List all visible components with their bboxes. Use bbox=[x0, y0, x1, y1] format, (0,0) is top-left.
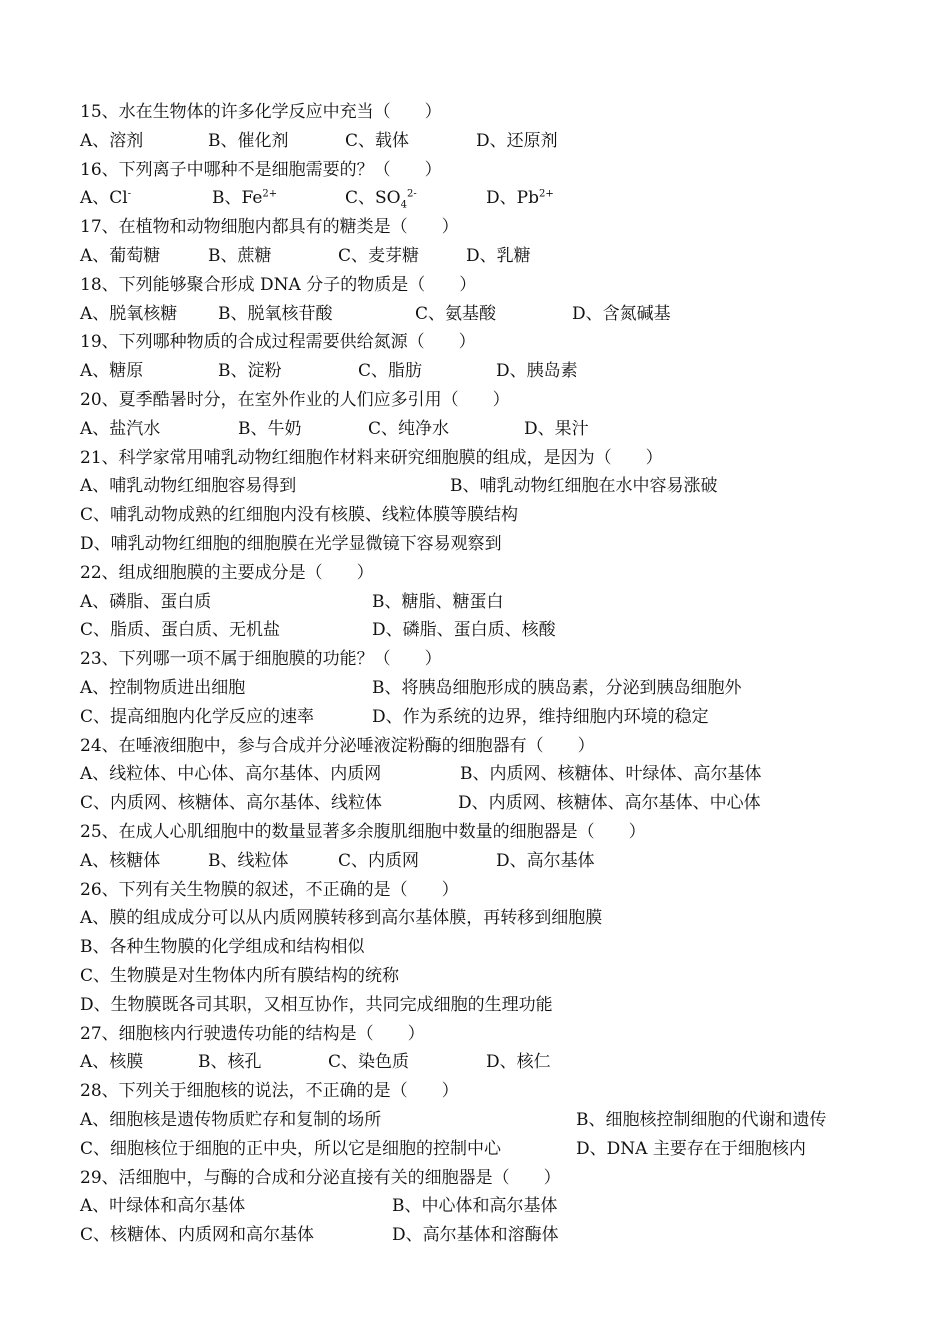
answer-option: A、核膜 bbox=[80, 1052, 144, 1073]
question-stem: 25、在成人心肌细胞中的数量显著多余腹肌细胞中数量的细胞器是（ ） bbox=[80, 822, 646, 842]
answer-option: D、哺乳动物红细胞的细胞膜在光学显微镜下容易观察到 bbox=[80, 534, 502, 554]
answer-option: B、将胰岛细胞形成的胰岛素，分泌到胰岛细胞外 bbox=[372, 678, 742, 698]
answer-option: D、核仁 bbox=[486, 1052, 551, 1073]
answer-option: C、内质网 bbox=[338, 850, 420, 871]
answer-option: B、淀粉 bbox=[218, 361, 282, 382]
answer-option: D、高尔基体和溶酶体 bbox=[392, 1225, 559, 1246]
answer-option: D、作为系统的边界，维持细胞内环境的稳定 bbox=[372, 706, 709, 727]
answer-option: C、$SO_4^{2-}$ bbox=[345, 188, 417, 211]
answer-option: C、内质网、核糖体、高尔基体、线粒体 bbox=[80, 793, 383, 814]
answer-option: A、脱氧核糖 bbox=[80, 303, 178, 324]
answer-option: C、脂肪 bbox=[358, 361, 423, 382]
answer-option: A、盐汽水 bbox=[80, 418, 161, 439]
answer-option: A、膜的组成成分可以从内质网膜转移到高尔基体膜，再转移到细胞膜 bbox=[80, 908, 603, 929]
answer-option: D、$Pb^{2+}$ bbox=[486, 188, 554, 209]
question-stem: 29、活细胞中，与酶的合成和分泌直接有关的细胞器是（ ） bbox=[80, 1167, 561, 1188]
answer-option: B、牛奶 bbox=[238, 418, 302, 439]
question-stem: 27、细胞核内行驶遗传功能的结构是（ ） bbox=[80, 1023, 425, 1044]
question-stem: 17、在植物和动物细胞内都具有的糖类是（ ） bbox=[80, 217, 459, 238]
answer-option: A、叶绿体和高尔基体 bbox=[80, 1196, 246, 1217]
answer-option: A、控制物质进出细胞 bbox=[80, 678, 246, 698]
answer-option: C、生物膜是对生物体内所有膜结构的统称 bbox=[80, 966, 400, 986]
answer-option: C、哺乳动物成熟的红细胞内没有核膜、线粒体膜等膜结构 bbox=[80, 505, 519, 526]
answer-option: D、含氮碱基 bbox=[572, 303, 671, 324]
answer-option: D、还原剂 bbox=[476, 130, 558, 151]
answer-option: B、糖脂、糖蛋白 bbox=[372, 591, 504, 612]
answer-option: A、细胞核是遗传物质贮存和复制的场所 bbox=[80, 1110, 382, 1130]
answer-option: B、$Fe^{2+}$ bbox=[212, 188, 278, 209]
answer-option: A、糖原 bbox=[80, 361, 144, 382]
answer-option: B、细胞核控制细胞的代谢和遗传 bbox=[576, 1110, 827, 1130]
answer-option: D、高尔基体 bbox=[496, 850, 595, 871]
question-stem: 22、组成细胞膜的主要成分是（ ） bbox=[80, 562, 374, 583]
question-stem: 18、下列能够聚合形成 DNA 分子的物质是（ ） bbox=[80, 274, 477, 295]
question-stem: 15、水在生物体的许多化学反应中充当（ ） bbox=[80, 102, 442, 122]
answer-option: B、催化剂 bbox=[208, 130, 289, 151]
answer-option: A、核糖体 bbox=[80, 850, 161, 871]
answer-option: B、蔗糖 bbox=[208, 246, 272, 266]
answer-option: D、果汁 bbox=[524, 418, 589, 439]
answer-option: A、葡萄糖 bbox=[80, 246, 161, 266]
answer-option: D、磷脂、蛋白质、核酸 bbox=[372, 620, 556, 641]
answer-option: A、磷脂、蛋白质 bbox=[80, 591, 212, 612]
answer-option: B、内质网、核糖体、叶绿体、高尔基体 bbox=[460, 764, 762, 785]
answer-option: C、提高细胞内化学反应的速率 bbox=[80, 706, 315, 727]
answer-option: B、脱氧核苷酸 bbox=[218, 303, 333, 324]
answer-option: A、哺乳动物红细胞容易得到 bbox=[80, 476, 297, 497]
answer-option: C、麦芽糖 bbox=[338, 246, 420, 266]
answer-option: C、氨基酸 bbox=[415, 303, 497, 324]
question-stem: 16、下列离子中哪种不是细胞需要的？（ ） bbox=[80, 159, 442, 180]
answer-option: B、核孔 bbox=[198, 1052, 262, 1073]
answer-option: A、线粒体、中心体、高尔基体、内质网 bbox=[80, 764, 382, 785]
answer-option: C、纯净水 bbox=[368, 418, 450, 439]
answer-option: C、核糖体、内质网和高尔基体 bbox=[80, 1225, 315, 1246]
answer-option: D、DNA 主要存在于细胞核内 bbox=[576, 1138, 806, 1159]
question-stem: 21、科学家常用哺乳动物红细胞作材料来研究细胞膜的组成，是因为（ ） bbox=[80, 447, 663, 468]
answer-option: C、细胞核位于细胞的正中央，所以它是细胞的控制中心 bbox=[80, 1138, 502, 1159]
question-stem: 19、下列哪种物质的合成过程需要供给氮源（ ） bbox=[80, 332, 476, 353]
question-stem: 26、下列有关生物膜的叙述，不正确的是（ ） bbox=[80, 879, 459, 900]
answer-option: D、内质网、核糖体、高尔基体、中心体 bbox=[458, 793, 761, 814]
question-stem: 20、夏季酷暑时分，在室外作业的人们应多引用（ ） bbox=[80, 390, 510, 410]
answer-option: C、脂质、蛋白质、无机盐 bbox=[80, 620, 281, 641]
answer-option: C、载体 bbox=[345, 130, 410, 151]
answer-option: D、胰岛素 bbox=[496, 361, 578, 382]
answer-option: B、中心体和高尔基体 bbox=[392, 1196, 558, 1217]
question-stem: 28、下列关于细胞核的说法，不正确的是（ ） bbox=[80, 1081, 459, 1102]
answer-option: D、乳糖 bbox=[466, 246, 531, 266]
answer-option: A、Cl- bbox=[80, 188, 132, 209]
answer-option: D、生物膜既各司其职，又相互协作，共同完成细胞的生理功能 bbox=[80, 994, 553, 1015]
answer-option: A、溶剂 bbox=[80, 130, 144, 151]
answer-option: C、染色质 bbox=[328, 1052, 410, 1073]
question-stem: 24、在唾液细胞中，参与合成并分泌唾液淀粉酶的细胞器有（ ） bbox=[80, 735, 595, 756]
answer-option: B、哺乳动物红细胞在水中容易涨破 bbox=[450, 476, 718, 497]
question-stem: 23、下列哪一项不属于细胞膜的功能？（ ） bbox=[80, 649, 442, 670]
answer-option: B、各种生物膜的化学组成和结构相似 bbox=[80, 937, 365, 958]
answer-option: B、线粒体 bbox=[208, 850, 289, 871]
